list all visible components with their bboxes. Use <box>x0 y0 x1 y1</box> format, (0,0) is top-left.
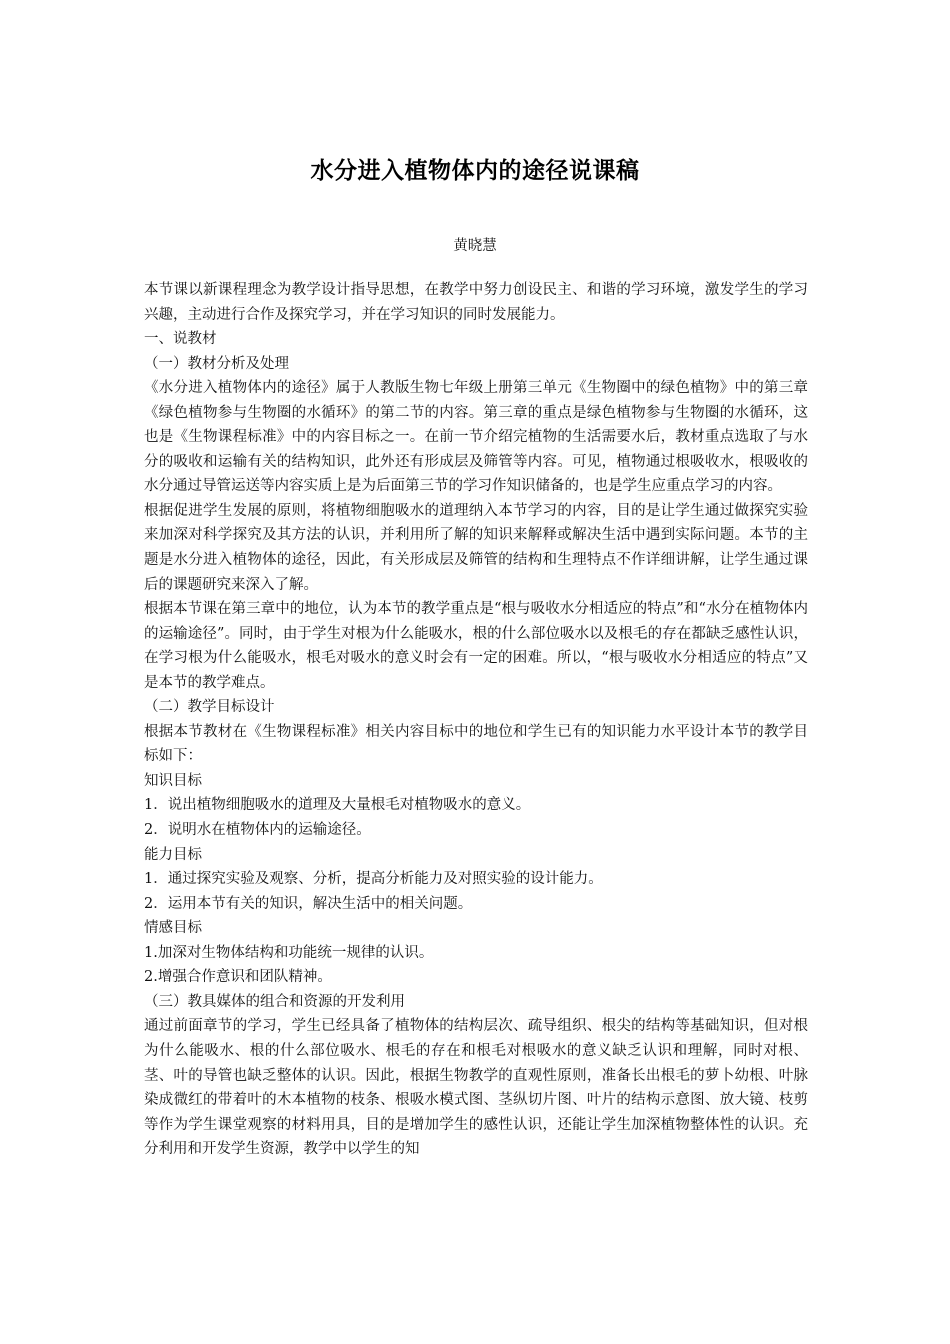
list-item: 1．说出植物细胞吸水的道理及大量根毛对植物吸水的意义。 <box>144 797 531 814</box>
body-paragraph: 《水分进入植物体内的途径》属于人教版生物七年级上册第三单元《生物圈中的绿色植物》中的第三章《绿色植物参与生物圈的水循环》的第二节的内容。第三章的重点是绿色植物参与生物圈的水循环，这也是《生物课程标准》中的内容目标之一。在前一节介绍完植物的生活需要水后，教材重点选取了与水分的吸收和运输有关的结构知识，此外还有形成层及筛管等内容。可见，植物通过根吸收水，根吸收的水分通过导管运送等内容实质上是为后面第三节的学习作知识储备的，也是学生应重点学习的内容。 <box>144 380 808 495</box>
subsection-heading: （一）教材分析及处理 <box>144 355 289 372</box>
body-paragraph: 根据本节课在第三章中的地位，认为本节的教学重点是“根与吸收水分相适应的特点”和“水分在植物体内的运输途径”。同时，由于学生对根为什么能吸水，根的什么部位吸水以及根毛的存在都缺乏感性认识，在学习根为什么能吸水，根毛对吸水的意义时会有一定的困难。所以，“根与吸收水分相适应的特点”又是本节的教学难点。 <box>144 601 808 691</box>
list-item: 2．运用本节有关的知识，解决生活中的相关问题。 <box>144 895 473 912</box>
body-paragraph: 根据促进学生发展的原则，将植物细胞吸水的道理纳入本节学习的内容，目的是让学生通过做探究实验来加深对科学探究及其方法的认识，并利用所了解的知识来解释或解决生活中遇到实际问题。本节的主题是水分进入植物体的途径，因此，有关形成层及筛管的结构和生理特点不作详细讲解，让学生通过课后的课题研究来深入了解。 <box>144 502 808 593</box>
body-paragraph: 通过前面章节的学习，学生已经具备了植物体的结构层次、疏导组织、根尖的结构等基础知识，但对根为什么能吸水、根的什么部位吸水、根毛的存在和根毛对根吸水的意义缺乏认识和理解，同时对根、茎、叶的导管也缺乏整体的认识。因此，根据生物教学的直观性原则，准备长出根毛的萝卜幼根、叶脉染成微红的带着叶的木本植物的枝条、根吸水模式图、茎纵切片图、叶片的结构示意图、放大镜、枝剪等作为学生课堂观察的材料用具，目的是增加学生的感性认识，还能让学生加深植物整体性的认识。充分利用和开发学生资源，教学中以学生的知 <box>144 1018 808 1158</box>
objective-heading: 知识目标 <box>144 772 202 789</box>
intro-paragraph: 本节课以新课程理念为教学设计指导思想，在教学中努力创设民主、和谐的学习环境，激发学生的学习兴趣，主动进行合作及探究学习，并在学习知识的同时发展能力。 <box>144 282 808 323</box>
author-name: 黄晓慧 <box>453 238 497 254</box>
document-body <box>144 278 808 1162</box>
subsection-heading: （三）教具媒体的组合和资源的开发利用 <box>144 993 405 1010</box>
list-item: 2．说明水在植物体内的运输途径。 <box>144 822 371 839</box>
objective-heading: 能力目标 <box>144 846 202 863</box>
list-item: 1.加深对生物体结构和功能统一规律的认识。 <box>144 944 434 961</box>
document-title: 水分进入植物体内的途径说课稿 <box>310 158 640 184</box>
objective-heading: 情感目标 <box>144 920 202 937</box>
list-item: 2.增强合作意识和团队精神。 <box>144 969 332 986</box>
subsection-heading: （二）教学目标设计 <box>144 699 275 716</box>
body-paragraph: 根据本节教材在《生物课程标准》相关内容目标中的地位和学生已有的知识能力水平设计本节的教学目标如下： <box>144 723 808 765</box>
section-heading: 一、说教材 <box>144 331 217 348</box>
list-item: 1．通过探究实验及观察、分析，提高分析能力及对照实验的设计能力。 <box>144 871 603 888</box>
